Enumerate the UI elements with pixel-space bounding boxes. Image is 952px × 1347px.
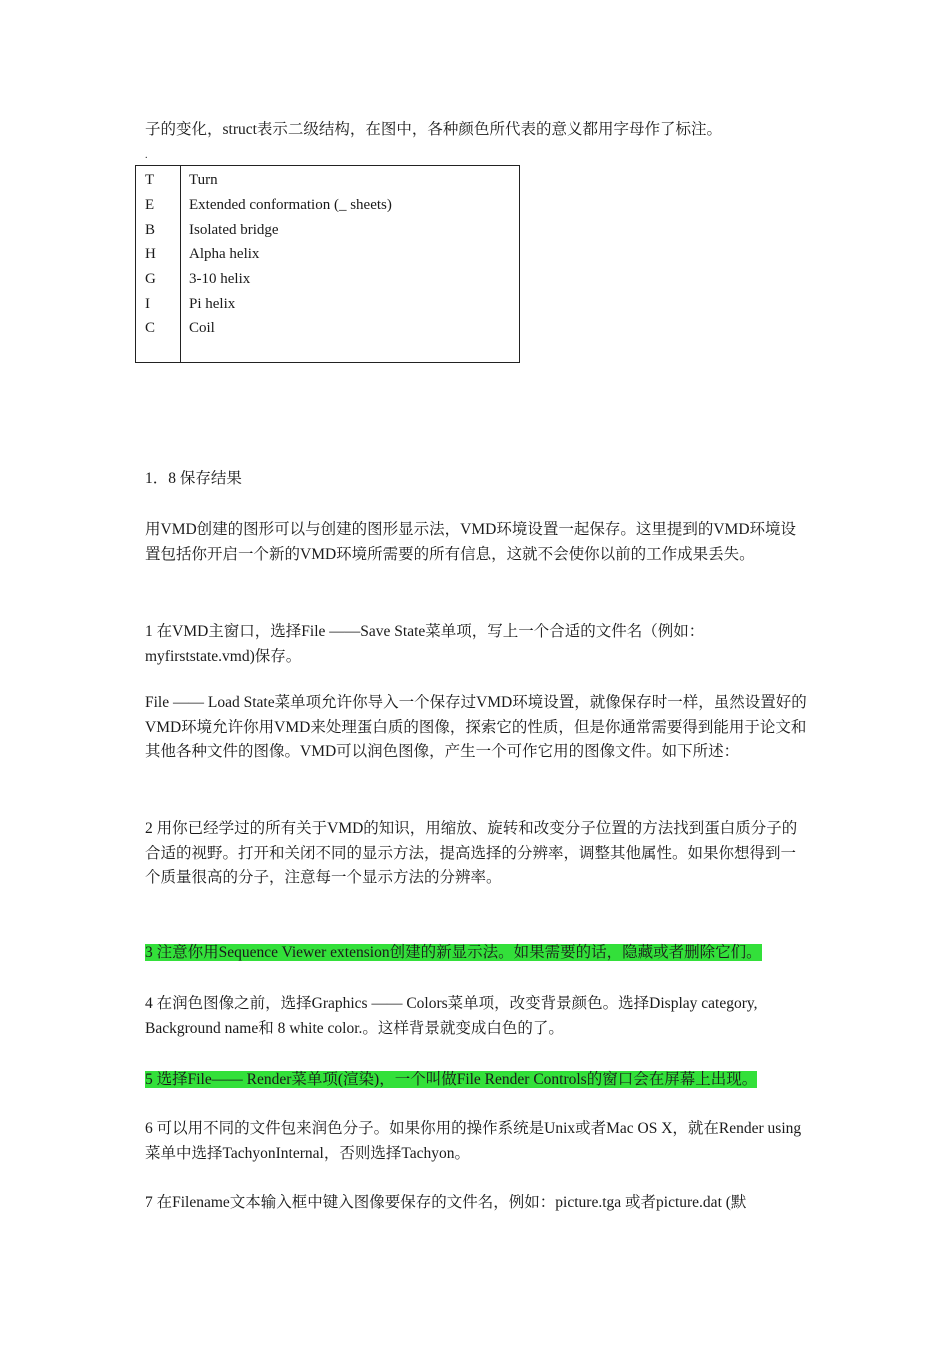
legend-row: [136, 168, 519, 193]
legend-code: B: [145, 222, 156, 238]
legend-row: [136, 193, 519, 218]
paragraph-step-7: 7 在Filename文本输入框中键入图像要保存的文件名，例如：picture.tga 或者picture.dat (默: [145, 1194, 747, 1211]
legend-row: [136, 242, 519, 267]
highlighted-text: 5 选择File—— Render菜单项(渲染)，一个叫做File Render Controls的窗口会在屏幕上出现。: [145, 1071, 758, 1088]
legend-description: Pi helix: [189, 296, 236, 312]
legend-row: [136, 218, 519, 243]
legend-description: Coil: [189, 320, 215, 336]
paragraph-step-1: 1 在VMD主窗口，选择File ——Save State菜单项，写上一个合适的文件名（例如：myfirststate.vmd)保存。: [145, 623, 705, 665]
stray-dot: .: [145, 150, 148, 161]
legend-row: [136, 267, 519, 292]
paragraph-load-state: File —— Load State菜单项允许你导入一个保存过VMD环境设置，就像保存时一样，虽然设置好的VMD环境允许你用VMD来处理蛋白质的图像，探索它的性质，但是你通常需要得到能用于论文和其他各种文件的图像。VMD可以润色图像，产生一个可作它用的图像文件。如下所述：: [145, 694, 807, 760]
paragraph-save-intro: 用VMD创建的图形可以与创建的图形显示法，VMD环境设置一起保存。这里提到的VMD环境设置包括你开启一个新的VMD环境所需要的所有信息，这就不会使你以前的工作成果丢失。: [145, 521, 797, 563]
legend-description: Isolated bridge: [189, 222, 279, 238]
legend-code: I: [145, 296, 150, 312]
paragraph-step-6: 6 可以用不同的文件包来润色分子。如果你用的操作系统是Unix或者Mac OS X，就在Render using菜单中选择TachyonInternal，否则选择Tachyon。: [145, 1120, 802, 1162]
legend-code: C: [145, 320, 156, 336]
section-title: 1．8 保存结果: [145, 470, 242, 487]
paragraph-step-2: 2 用你已经学过的所有关于VMD的知识，用缩放、旋转和改变分子位置的方法找到蛋白质分子的合适的视野。打开和关闭不同的显示方法，提高选择的分辨率，调整其他属性。如果你想得到一个质量很高的分子，注意每一个显示方法的分辨率。: [145, 820, 798, 886]
paragraph-step-3: [145, 941, 809, 966]
legend-description: 3-10 helix: [189, 271, 251, 287]
legend-row: [136, 316, 519, 341]
legend-code: G: [145, 271, 156, 287]
legend-row: [136, 292, 519, 317]
paragraph-step-5: [145, 1068, 809, 1093]
legend-description: Extended conformation (_ sheets): [189, 197, 392, 213]
legend-code: H: [145, 246, 156, 262]
intro-paragraph: 子的变化，struct表示二级结构，在图中，各种颜色所代表的意义都用字母作了标注。: [145, 121, 722, 138]
legend-description: Alpha helix: [189, 246, 260, 262]
legend-code: T: [145, 172, 155, 188]
legend-code: E: [145, 197, 155, 213]
secondary-structure-legend-table: [135, 165, 520, 363]
legend-description: Turn: [189, 172, 218, 188]
paragraph-step-4: 4 在润色图像之前，选择Graphics —— Colors菜单项，改变背景颜色。选择Display category, Background name和 8 white color.。这样背景就变成白色的了。: [145, 995, 758, 1037]
highlighted-text: 3 注意你用Sequence Viewer extension创建的新显示法。如果需要的话，隐藏或者删除它们。: [145, 944, 762, 961]
